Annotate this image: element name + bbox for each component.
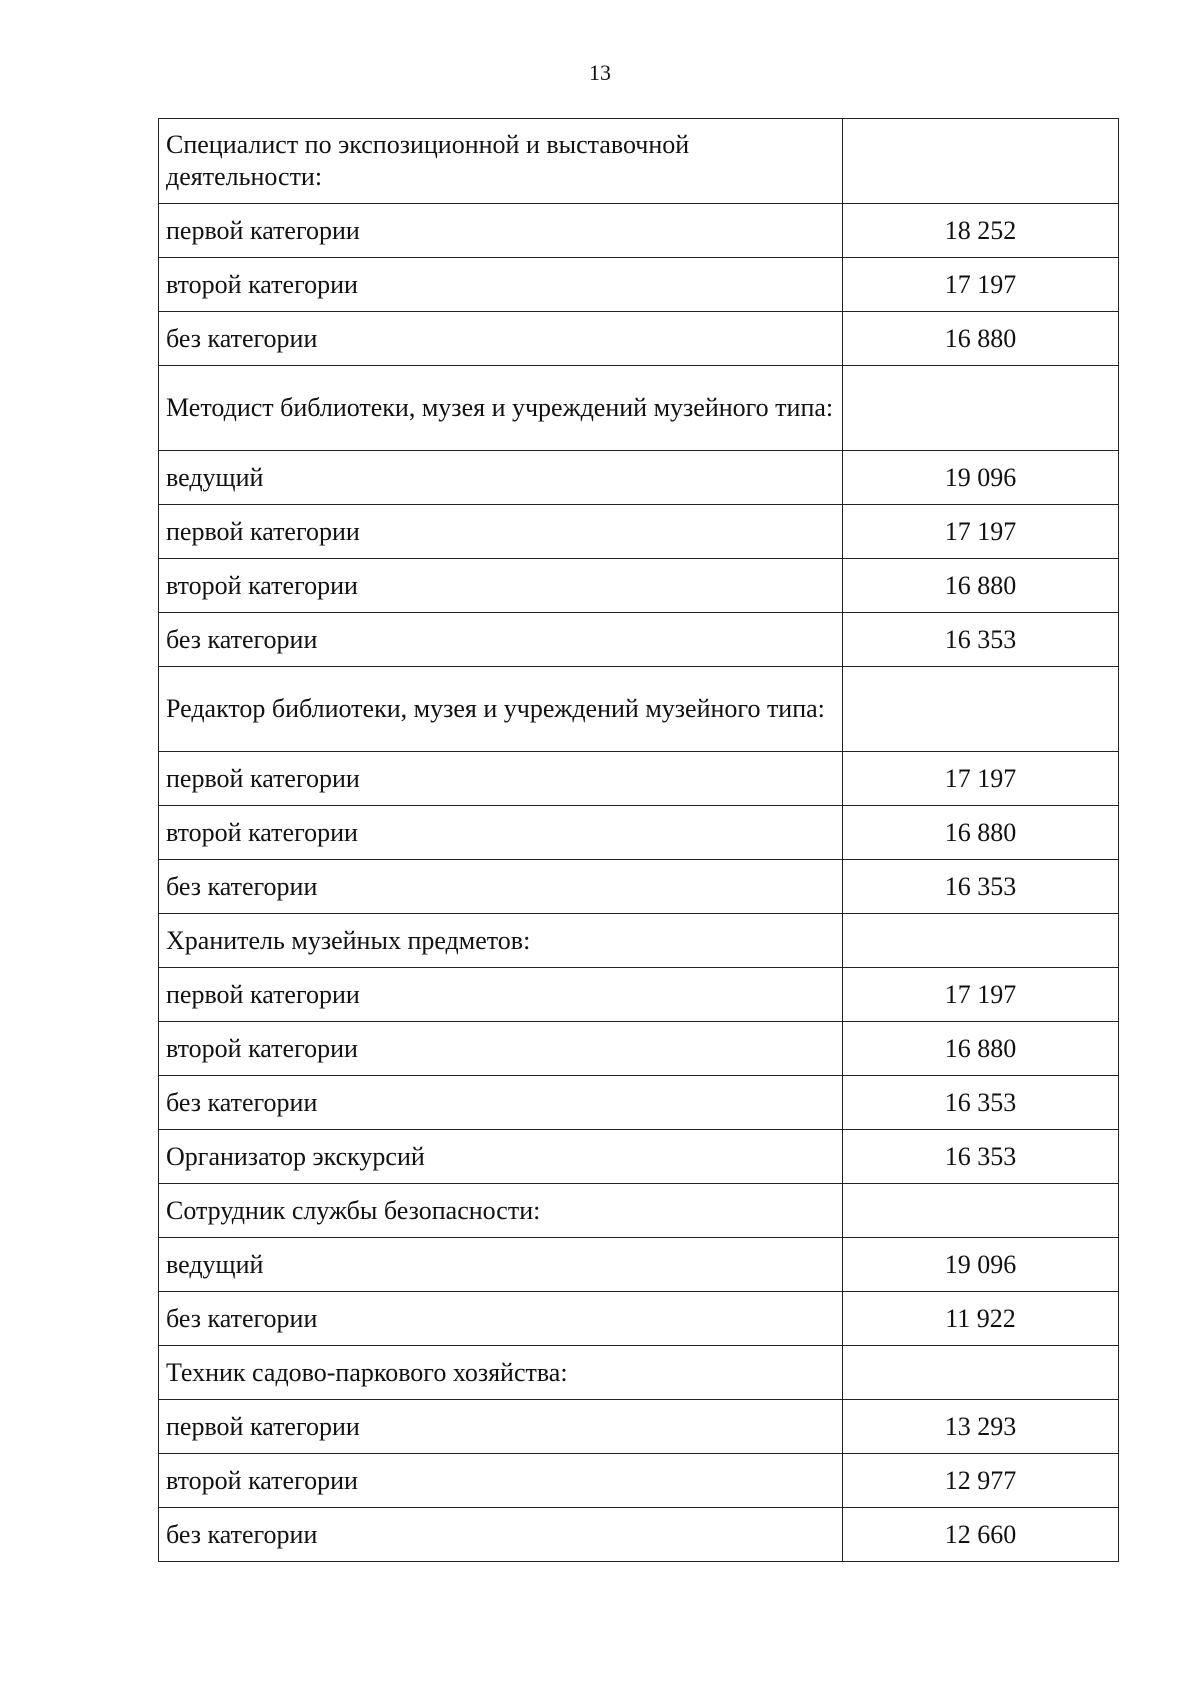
salary-value-cell: 16 353 [843, 860, 1119, 914]
table-row [159, 204, 1119, 258]
position-name-cell: второй категории [159, 258, 843, 312]
position-name-cell: Редактор библиотеки, музея и учреждений музейного типа: [159, 667, 843, 752]
table-row [159, 613, 1119, 667]
salary-value-cell: 16 880 [843, 559, 1119, 613]
salary-value-cell: 19 096 [843, 1238, 1119, 1292]
table-row [159, 1400, 1119, 1454]
position-name-cell: Сотрудник службы безопасности: [159, 1184, 843, 1238]
table-row [159, 806, 1119, 860]
position-name-cell: без категории [159, 1292, 843, 1346]
table-row [159, 119, 1119, 204]
salary-value-cell: 13 293 [843, 1400, 1119, 1454]
table-row [159, 505, 1119, 559]
position-name-cell: первой категории [159, 1400, 843, 1454]
position-name-cell: Техник садово-паркового хозяйства: [159, 1346, 843, 1400]
table-row [159, 752, 1119, 806]
table-row [159, 451, 1119, 505]
page-number: 13 [589, 60, 611, 85]
position-name-cell: ведущий [159, 451, 843, 505]
table-row [159, 1022, 1119, 1076]
table-row [159, 559, 1119, 613]
salary-value-cell: 19 096 [843, 451, 1119, 505]
table-row [159, 1292, 1119, 1346]
table-row [159, 1130, 1119, 1184]
table-row [159, 1346, 1119, 1400]
table-row [159, 914, 1119, 968]
salary-value-cell: 16 353 [843, 613, 1119, 667]
salary-value-cell [843, 366, 1119, 451]
salary-value-cell: 17 197 [843, 505, 1119, 559]
table-body [159, 119, 1119, 1562]
table-row [159, 258, 1119, 312]
position-name-cell: без категории [159, 1076, 843, 1130]
salary-value-cell: 16 880 [843, 806, 1119, 860]
salary-value-cell [843, 1184, 1119, 1238]
table-row [159, 1076, 1119, 1130]
salary-value-cell: 17 197 [843, 968, 1119, 1022]
salary-value-cell: 16 880 [843, 312, 1119, 366]
salary-value-cell [843, 667, 1119, 752]
salary-value-cell: 17 197 [843, 752, 1119, 806]
table-row [159, 1454, 1119, 1508]
salary-value-cell: 12 660 [843, 1508, 1119, 1562]
salary-value-cell [843, 1346, 1119, 1400]
position-name-cell: первой категории [159, 752, 843, 806]
table-row [159, 1184, 1119, 1238]
salary-value-cell: 11 922 [843, 1292, 1119, 1346]
salary-value-cell [843, 914, 1119, 968]
table-row [159, 667, 1119, 752]
position-name-cell: второй категории [159, 806, 843, 860]
position-name-cell: Методист библиотеки, музея и учреждений музейного типа: [159, 366, 843, 451]
position-name-cell: без категории [159, 860, 843, 914]
position-name-cell: второй категории [159, 559, 843, 613]
position-name-cell: Хранитель музейных предметов: [159, 914, 843, 968]
position-name-cell: второй категории [159, 1454, 843, 1508]
position-name-cell: Организатор экскурсий [159, 1130, 843, 1184]
position-name-cell: второй категории [159, 1022, 843, 1076]
salary-value-cell: 17 197 [843, 258, 1119, 312]
salary-value-cell: 16 353 [843, 1076, 1119, 1130]
salary-table [158, 118, 1119, 1562]
position-name-cell: Специалист по экспозиционной и выставочной деятельности: [159, 119, 843, 204]
salary-value-cell: 16 353 [843, 1130, 1119, 1184]
salary-value-cell [843, 119, 1119, 204]
position-name-cell: первой категории [159, 204, 843, 258]
position-name-cell: без категории [159, 1508, 843, 1562]
table-row [159, 366, 1119, 451]
salary-value-cell: 18 252 [843, 204, 1119, 258]
position-name-cell: без категории [159, 613, 843, 667]
position-name-cell: первой категории [159, 968, 843, 1022]
table-row [159, 968, 1119, 1022]
table-row [159, 312, 1119, 366]
table-row [159, 860, 1119, 914]
table-row [159, 1238, 1119, 1292]
position-name-cell: ведущий [159, 1238, 843, 1292]
table-row [159, 1508, 1119, 1562]
position-name-cell: без категории [159, 312, 843, 366]
salary-value-cell: 16 880 [843, 1022, 1119, 1076]
salary-value-cell: 12 977 [843, 1454, 1119, 1508]
position-name-cell: первой категории [159, 505, 843, 559]
